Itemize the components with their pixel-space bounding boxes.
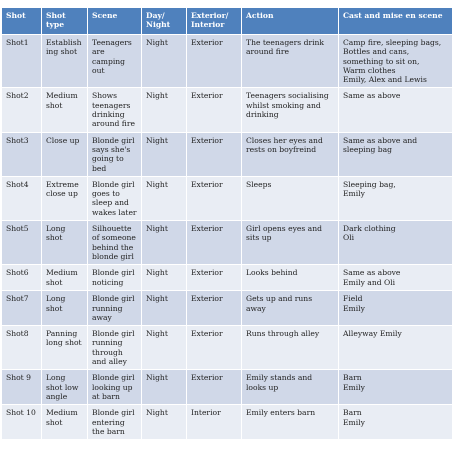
table-row [2, 326, 452, 370]
cell-shot-type: Establishing shot [42, 35, 88, 88]
cell-shot-type: Panning long shot [42, 326, 88, 370]
shot-list-table [1, 7, 452, 440]
cell-cast [339, 265, 452, 291]
table-row [2, 176, 452, 220]
cell-cast [339, 405, 452, 440]
cast-line: Warm clothes [343, 65, 396, 75]
cell-shot: Shot2 [2, 88, 42, 132]
header-scene: Scene [88, 8, 142, 35]
cell-cast [339, 88, 452, 132]
cast-line: Emily [343, 303, 365, 313]
cell-exterior-interior: Exterior [187, 221, 242, 265]
cell-day-night: Night [142, 265, 187, 291]
cell-exterior-interior: Exterior [187, 176, 242, 220]
cell-scene: Blonde girl looking up at barn [88, 370, 142, 405]
cast-line: Same as above [343, 91, 401, 101]
cast-line: Same as above and sleeping bag [343, 135, 418, 154]
cell-shot: Shot3 [2, 132, 42, 176]
cell-exterior-interior: Exterior [187, 291, 242, 326]
cell-scene: Silhouette of someone behind the blonde girl [88, 221, 142, 265]
cell-exterior-interior: Exterior [187, 326, 242, 370]
cell-action: Girl opens eyes and sits up [242, 221, 339, 265]
cell-shot-type: Long shot low angle [42, 370, 88, 405]
table-row [2, 88, 452, 132]
cell-action: Closes her eyes and rests on boyfreind [242, 132, 339, 176]
cell-scene: Shows teenagers drinking around fire [88, 88, 142, 132]
table-row [2, 370, 452, 405]
cell-exterior-interior: Exterior [187, 35, 242, 88]
cell-cast [339, 221, 452, 265]
cell-scene: Blonde girl goes to sleep and wakes later [88, 176, 142, 220]
cell-cast [339, 370, 452, 405]
cell-shot: Shot6 [2, 265, 42, 291]
table-body [2, 35, 452, 440]
cell-action: Emily enters barn [242, 405, 339, 440]
cell-cast [339, 326, 452, 370]
cell-shot: Shot7 [2, 291, 42, 326]
cell-day-night: Night [142, 370, 187, 405]
cell-action: The teenagers drink around fire [242, 35, 339, 88]
cell-shot-type: Extreme close up [42, 176, 88, 220]
cell-exterior-interior: Exterior [187, 88, 242, 132]
cell-day-night: Night [142, 221, 187, 265]
cell-scene: Teenagers are camping out [88, 35, 142, 88]
cast-line: Barn [343, 408, 362, 418]
cast-line: Field [343, 294, 363, 304]
header-row [2, 8, 452, 35]
cell-day-night: Night [142, 132, 187, 176]
cell-day-night: Night [142, 291, 187, 326]
cell-scene: Blonde girl noticing [88, 265, 142, 291]
cell-action: Gets up and runs away [242, 291, 339, 326]
cast-line: Barn [343, 373, 362, 383]
table-row [2, 35, 452, 88]
table-row [2, 291, 452, 326]
cast-line: Emily and Oli [343, 277, 396, 287]
cast-line: Oli [343, 233, 355, 243]
cast-line: Sleeping bag, [343, 179, 396, 189]
cell-exterior-interior: Exterior [187, 370, 242, 405]
cast-line: Alleyway Emily [343, 329, 402, 339]
cast-line: Same as above [343, 268, 401, 278]
cell-day-night: Night [142, 405, 187, 440]
cell-action: Sleeps [242, 176, 339, 220]
cell-cast [339, 132, 452, 176]
cell-shot-type: Medium shot [42, 265, 88, 291]
cell-shot-type: Long shot [42, 221, 88, 265]
cell-shot: Shot 10 [2, 405, 42, 440]
cell-shot-type: Medium shot [42, 88, 88, 132]
cell-scene: Blonde girl entering the barn [88, 405, 142, 440]
cell-cast [339, 291, 452, 326]
header-shot-type: Shot type [42, 8, 88, 35]
header-day-night: Day/ Night [142, 8, 187, 35]
cell-scene: Blonde girl running away [88, 291, 142, 326]
cell-action: Emily stands and looks up [242, 370, 339, 405]
header-cast-mise-en-scene: Cast and mise en scene [339, 8, 452, 35]
cell-day-night: Night [142, 326, 187, 370]
cell-shot: Shot1 [2, 35, 42, 88]
cell-shot-type: Long shot [42, 291, 88, 326]
cast-line: Emily [343, 382, 365, 392]
table-row [2, 221, 452, 265]
cell-exterior-interior: Exterior [187, 132, 242, 176]
cell-shot: Shot8 [2, 326, 42, 370]
table-row [2, 405, 452, 440]
cell-action: Runs through alley [242, 326, 339, 370]
cell-exterior-interior: Exterior [187, 265, 242, 291]
cell-shot: Shot5 [2, 221, 42, 265]
cast-line: Emily [343, 189, 365, 199]
cell-cast [339, 35, 452, 88]
cell-day-night: Night [142, 176, 187, 220]
cast-line: Dark clothing [343, 224, 396, 234]
cell-shot: Shot4 [2, 176, 42, 220]
cell-cast [339, 176, 452, 220]
cell-shot-type: Close up [42, 132, 88, 176]
cell-shot: Shot 9 [2, 370, 42, 405]
cell-exterior-interior: Interior [187, 405, 242, 440]
cast-line: Emily, Alex and Lewis [343, 75, 427, 85]
cast-line: Emily [343, 417, 365, 427]
cell-shot-type: Medium shot [42, 405, 88, 440]
cast-line: Camp fire, sleeping bags, Bottles and cans, something to sit on, [343, 38, 442, 66]
cell-scene: Blonde girl says she's going to bed [88, 132, 142, 176]
table-row [2, 132, 452, 176]
cell-scene: Blonde girl running through and alley [88, 326, 142, 370]
header-action: Action [242, 8, 339, 35]
header-exterior-interior: Exterior/ Interior [187, 8, 242, 35]
table-row [2, 265, 452, 291]
cell-day-night: Night [142, 35, 187, 88]
cell-day-night: Night [142, 88, 187, 132]
cell-action: Looks behind [242, 265, 339, 291]
header-shot: Shot [2, 8, 42, 35]
cell-action: Teenagers socialising whilst smoking and drinking [242, 88, 339, 132]
